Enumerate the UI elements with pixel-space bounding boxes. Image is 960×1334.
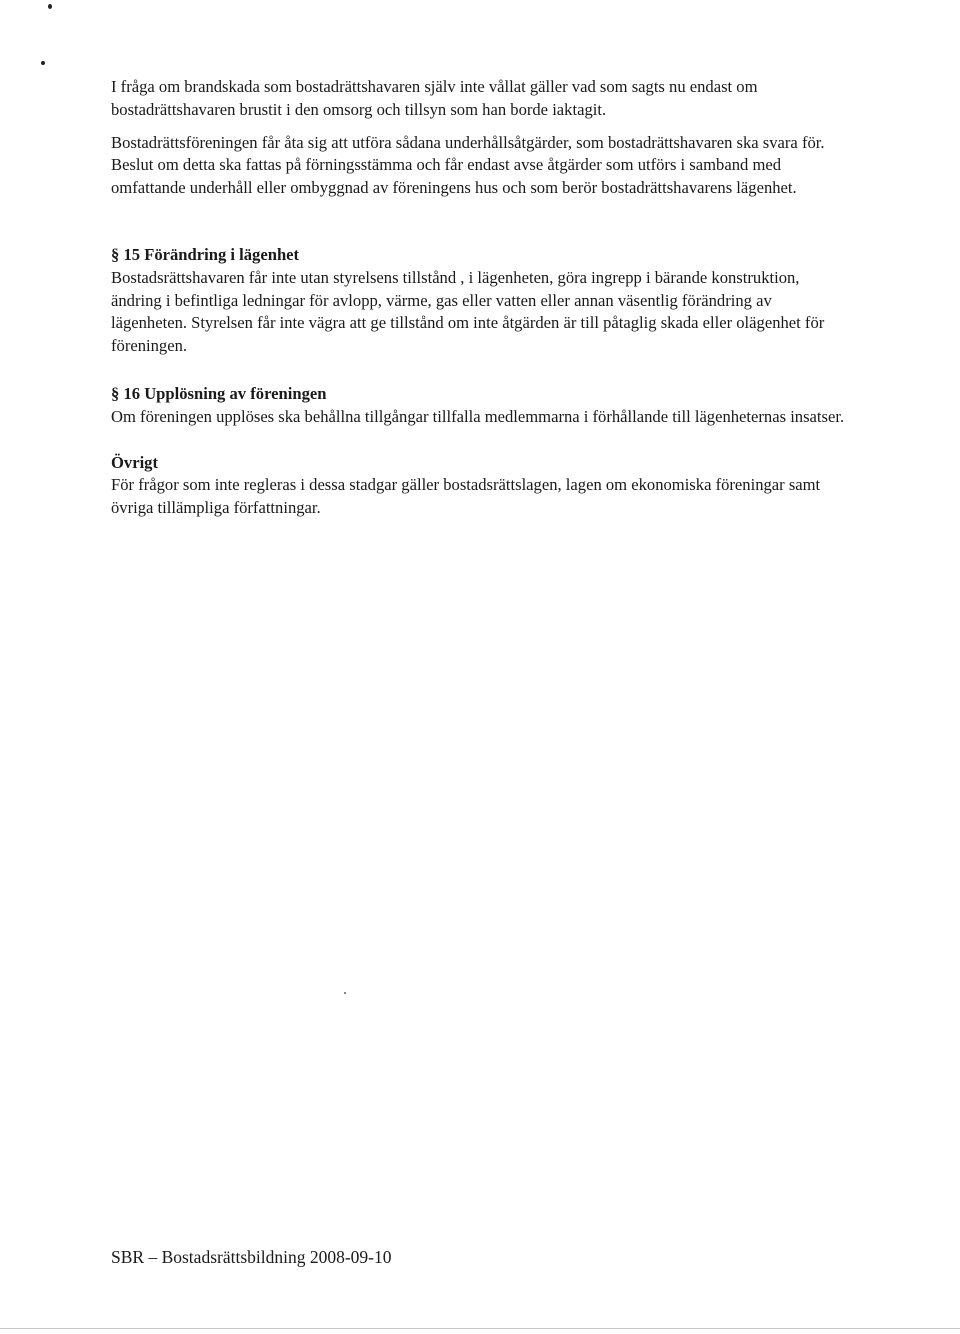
section-heading: Övrigt [111,452,159,472]
section-16 [111,383,851,429]
scan-speck [48,4,52,9]
section-body: För frågor som inte regleras i dessa stadgar gäller bostadsrättslagen, lagen om ekonomiska föreningar samt övriga tillämpliga författningar. [111,475,821,518]
section-heading: § 15 Förändring i lägenhet [111,244,300,264]
section-body: Bostadsrättshavaren får inte utan styrelsens tillstånd , i lägenheten, göra ingrepp i bärande konstruktion, ändring i befintliga ledningar för avlopp, värme, gas eller vatten eller annan väsentlig förändring av lägenheten. Styrelsen får inte vägra att ge tillstånd om inte åtgärden är till påtaglig skada eller olägenhet för föreningen. [111,267,825,356]
page-footer: SBR – Bostadsrättsbildning 2008-09-10 [111,1247,392,1267]
paragraph-fire-damage: I fråga om brandskada som bostadrättshavaren själv inte vållat gäller vad som sagts nu endast om bostadrättshavaren brustit i den omsorg och tillsyn som han borde iaktagit. [111,77,758,119]
page-edge-line [0,1328,960,1329]
section-heading: § 16 Upplösning av föreningen [111,383,327,403]
document-body [111,76,851,520]
section-15 [111,244,851,358]
section-ovrigt [111,452,851,520]
paragraph-maintenance: Bostadrättsföreningen får åta sig att utföra sådana underhållsåtgärder, som bostadrättshavaren ska svara för. Beslut om detta ska fattas på förningsstämma och får endast avse åtgärder som utförs i samband med omfattande underhåll eller ombyggnad av föreningens hus och som berör bostadrättshavarens lägenhet. [111,132,825,198]
scan-speck [344,992,346,994]
section-body: Om föreningen upplöses ska behållna tillgångar tillfalla medlemmarna i förhållande till lägenheternas insatser. [111,406,845,426]
scan-speck [41,61,45,65]
